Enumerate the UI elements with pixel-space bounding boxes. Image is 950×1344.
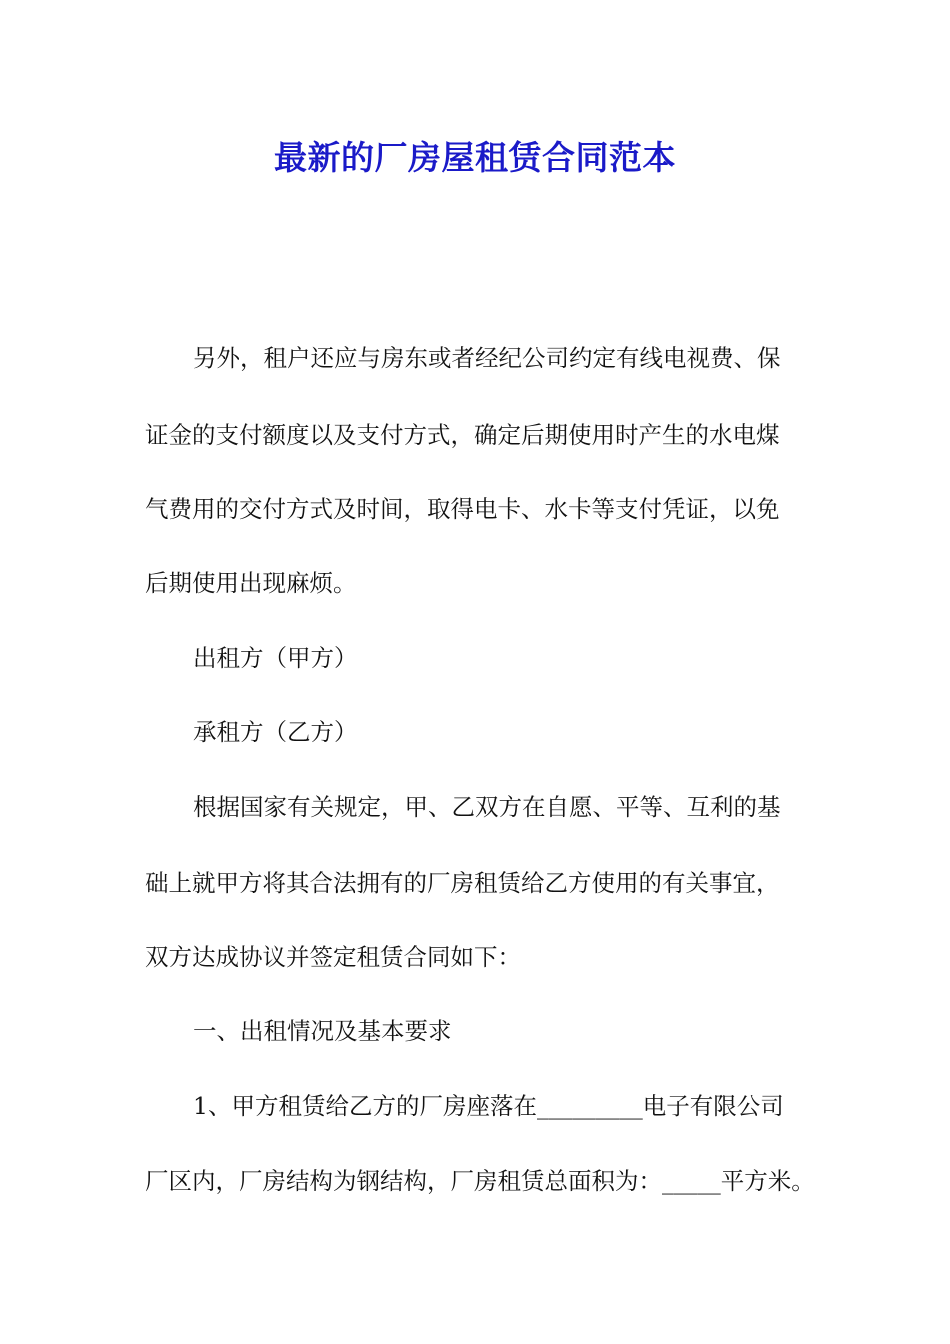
clause-line: 厂区内，厂房结构为钢结构，厂房租赁总面积为：_____平方米。 <box>145 1167 815 1195</box>
section-heading: 一、出租情况及基本要求 <box>193 1017 452 1045</box>
paragraph-line: 根据国家有关规定，甲、乙双方在自愿、平等、互利的基 <box>193 793 781 821</box>
lessor-line: 出租方（甲方） <box>193 644 358 672</box>
paragraph-line: 另外，租户还应与房东或者经纪公司约定有线电视费、保 <box>193 344 781 372</box>
paragraph-line: 后期使用出现麻烦。 <box>145 569 357 597</box>
paragraph-line: 气费用的交付方式及时间，取得电卡、水卡等支付凭证，以免 <box>145 495 780 523</box>
clause-line: 1、甲方租赁给乙方的厂房座落在_________电子有限公司 <box>193 1092 784 1120</box>
document-title: 最新的厂房屋租赁合同范本 <box>274 138 676 177</box>
paragraph-line: 础上就甲方将其合法拥有的厂房租赁给乙方使用的有关事宜， <box>145 869 780 897</box>
lessee-line: 承租方（乙方） <box>193 718 358 746</box>
paragraph-line: 双方达成协议并签定租赁合同如下： <box>145 943 521 971</box>
paragraph-line: 证金的支付额度以及支付方式，确定后期使用时产生的水电煤 <box>145 421 780 449</box>
